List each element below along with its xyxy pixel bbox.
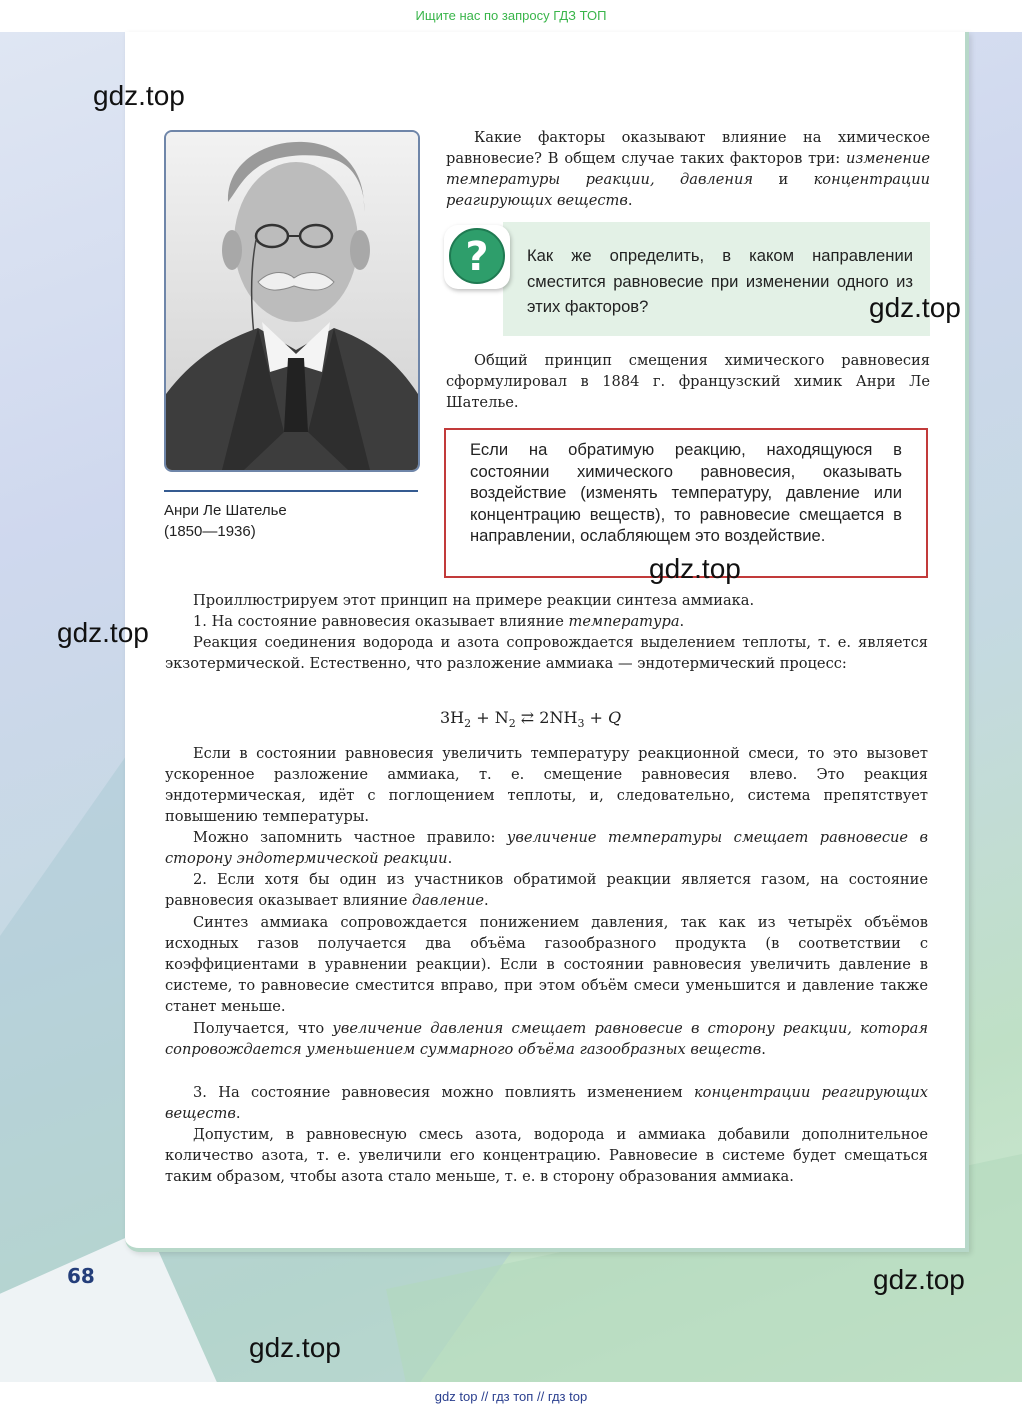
caption-divider (164, 490, 418, 492)
portrait-caption (164, 500, 418, 542)
body-text: Получается, что (193, 1020, 333, 1037)
body-text: Можно запомнить частное правило: (193, 829, 507, 846)
equilibrium-arrow: ⇄ (515, 708, 540, 727)
portrait-drawing (166, 132, 418, 470)
intro-paragraph (446, 127, 930, 211)
equation-sub: 3 (577, 717, 585, 731)
body-paragraph: Допустим, в равновесную смесь азота, водорода и аммиака добавили дополнительное количество азота, т. е. увеличили его концентрацию. Равновесие в системе будет смещаться таким образом, чтобы азота стало меньше, т. е. в сторону образования аммиака. (165, 1126, 928, 1185)
body-paragraph (165, 590, 928, 611)
question-text: Как же определить, в каком направлении сместится равновесие при изменении одного из этих факторов? (527, 246, 913, 316)
watermark: gdz.top (57, 617, 149, 648)
caption-name: Анри Ле Шателье (164, 502, 287, 519)
body-paragraph (165, 1018, 928, 1060)
body-text: . (761, 1041, 766, 1058)
intro-text: Какие факторы оказывают влияние на химическое равновесие? В общем случае таких факторов три: (446, 129, 930, 167)
body-italic: концентрации реагирующих веществ (165, 1084, 928, 1122)
intro-text: и (753, 171, 814, 188)
body-italic: давление (411, 892, 484, 909)
watermark: gdz.top (873, 1264, 965, 1295)
equation-sub: 2 (508, 717, 516, 731)
body-text: 3. На состояние равновесия можно повлиять изменением (193, 1084, 694, 1101)
portrait-image (164, 130, 420, 472)
body-paragraph: Синтез аммиака сопровождается понижением давления, так как из четырёх объёмов исходных газов получается два объёма газообразного продукта (в соответствии с коэффициентами в уравнении реакции). Если в состоянии равновесия увеличить давление в системе, то равновесие сместится вправо, при этом объём смеси уменьшится и давление также станет меньше. (165, 914, 928, 1015)
body-italic: увеличение давления смещает равновесие в сторону реакции, которая сопровождается уменьшением суммарного объёма газообразных веществ (165, 1020, 928, 1058)
watermark: gdz.top (93, 80, 185, 111)
body-text: 2. Если хотя бы один из участников обратимой реакции является газом, на состояние равновесия оказывает влияние (165, 871, 928, 909)
bottom-link[interactable]: гдз топ (491, 1389, 534, 1404)
body-text: . (235, 1105, 241, 1122)
body-text: Проиллюстрируем этот принцип на примере реакции синтеза аммиака. (193, 592, 755, 609)
top-banner[interactable]: Ищите нас по запросу ГДЗ ТОП (0, 0, 1022, 32)
equation-part: 3H (440, 708, 465, 727)
equation-part: + N (471, 708, 509, 727)
equation-heat: Q (608, 708, 622, 727)
bottom-links (0, 1382, 1022, 1415)
caption-years: (1850—1936) (164, 523, 256, 540)
body-paragraph (165, 869, 928, 911)
body-italic: температура (568, 613, 680, 630)
body-paragraph (165, 827, 928, 869)
watermark: gdz.top (649, 553, 741, 584)
watermark: gdz.top (869, 292, 961, 323)
body-text: . (679, 613, 685, 630)
reaction-equation (440, 708, 700, 730)
body-text: 1. На состояние равновесия оказывает влияние (193, 613, 569, 630)
body-paragraph (165, 1082, 928, 1124)
equation-part: + (584, 708, 609, 727)
question-icon (444, 225, 510, 289)
svg-text:?: ? (465, 234, 489, 280)
intro-italic: изменение температуры реакции, давления (446, 150, 930, 188)
rule-text: Если на обратимую реакцию, находящуюся в состоянии химического равновесия, оказывать воздействие (изменять температуру, давление или концентрацию веществ), то равновесие смещается в направлении, ослабляющем это воздействие. (470, 440, 902, 545)
bottom-separator: // (481, 1389, 489, 1404)
body-paragraph: Реакция соединения водорода и азота сопровождается выделением теплоты, т. е. является экзотермической. Естественно, что разложение аммиака — эндотермический процесс: (165, 634, 928, 672)
equation-part: 2NH (539, 708, 578, 727)
bottom-separator: // (536, 1389, 545, 1404)
watermark: gdz.top (249, 1332, 341, 1363)
body-paragraph: Если в состоянии равновесия увеличить температуру реакционной смеси, то это вызовет ускоренное разложение аммиака, т. е. смещение равновесия влево. Это реакция эндотермическая, идёт с поглощением теплоты, и, следовательно, система препятствует повышению температуры. (165, 745, 928, 825)
intro-text: . (627, 192, 633, 209)
page-number: 68 (67, 1264, 95, 1288)
body-paragraph (165, 611, 928, 632)
equation-sub: 2 (464, 717, 472, 731)
bottom-link[interactable]: гдз top (547, 1389, 588, 1404)
body-italic: увеличение температуры смещает равновесие в сторону эндотермической реакции (165, 829, 929, 867)
body-text: . (447, 850, 453, 867)
intro-italic: концентрации реагирующих веществ (446, 171, 930, 209)
principle-intro: Общий принцип смещения химического равновесия сформулировал в 1884 г. французский химик Анри Ле Шателье. (446, 352, 930, 411)
body-text: . (484, 892, 489, 909)
bottom-link[interactable]: gdz top (434, 1389, 478, 1404)
